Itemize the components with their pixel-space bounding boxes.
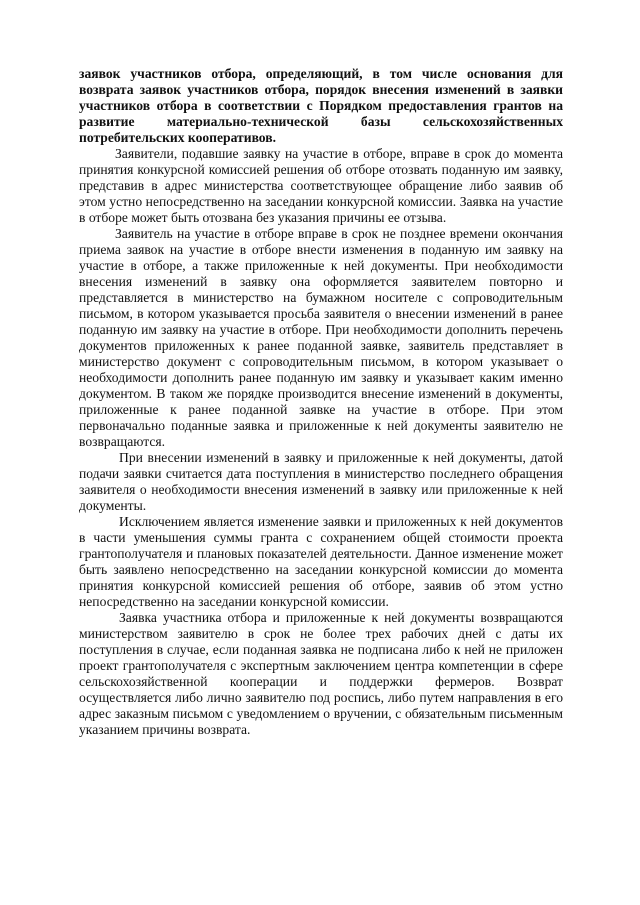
document-page bbox=[79, 66, 563, 738]
paragraph-amendments: Заявитель на участие в отборе вправе в срок не позднее времени окончания приема заявок на участие в отборе внести изменения в поданную им заявку на участие в отборе, а также приложенные к ней документы. При необходимости внесения изменений в заявку она оформляется заявителем повторно и представляется в министерство на бумажном носителе с сопроводительным письмом, в котором указывается просьба заявителя о внесении изменений в ранее поданную им заявку на участие в отборе. При необходимости дополнить перечень документов приложенных к ранее поданной заявке, заявитель представляет в министерство документ с сопроводительным письмом, в котором указывает о необходимости дополнить ранее поданную им заявку и указывает каким именно документом. В таком же порядке производится внесение изменений в документы, приложенные к ранее поданной заявке на участие в отборе. При этом первоначально поданные заявка и приложенные к ней документы заявителю не возвращаются. bbox=[79, 226, 563, 449]
paragraph-exception: Исключением является изменение заявки и приложенных к ней документов в части уменьшения суммы гранта с сохранением общей стоимости проекта грантополучателя и плановых показателей деятельности. Данное изменение может быть заявлено непосредственно на заседании конкурсной комиссии до момента принятия конкурсной комиссией решения об отборе, заявив об этом устно непосредственно на заседании конкурсной комиссии. bbox=[79, 514, 563, 609]
paragraph-withdrawal: Заявители, подавшие заявку на участие в отборе, вправе в срок до момента принятия конкурсной комиссией решения об отборе отозвать поданную им заявку, представив в адрес министерства соответствующее обращение либо заявив об этом устно непосредственно на заседании конкурсной комиссии. Заявка на участие в отборе может быть отозвана без указания причины ее отзыва. bbox=[79, 146, 563, 225]
paragraph-return: Заявка участника отбора и приложенные к ней документы возвращаются министерством заявителю в срок не более трех рабочих дней с даты их поступления в случае, если поданная заявка не подписана либо к ней не приложен проект грантополучателя с экспертным заключением центра компетенции в сфере сельскохозяйственной кооперации и поддержки фермеров. Возврат осуществляется либо лично заявителю под роспись, либо путем направления в его адрес заказным письмом с уведомлением о вручении, с обязательным письменным указанием причины возврата. bbox=[79, 610, 563, 737]
document-heading: заявок участников отбора, определяющий, в том числе основания для возврата заявок участников отбора, порядок внесения изменений в заявки участников отбора в соответствии с Порядком предоставления грантов на развитие материально-технической базы сельскохозяйственных потребительских кооперативов. bbox=[79, 66, 563, 145]
paragraph-submission-date: При внесении изменений в заявку и приложенные к ней документы, датой подачи заявки считается дата поступления в министерство последнего обращения заявителя о необходимости внесения изменений в заявку или приложенные к ней документы. bbox=[79, 450, 563, 513]
